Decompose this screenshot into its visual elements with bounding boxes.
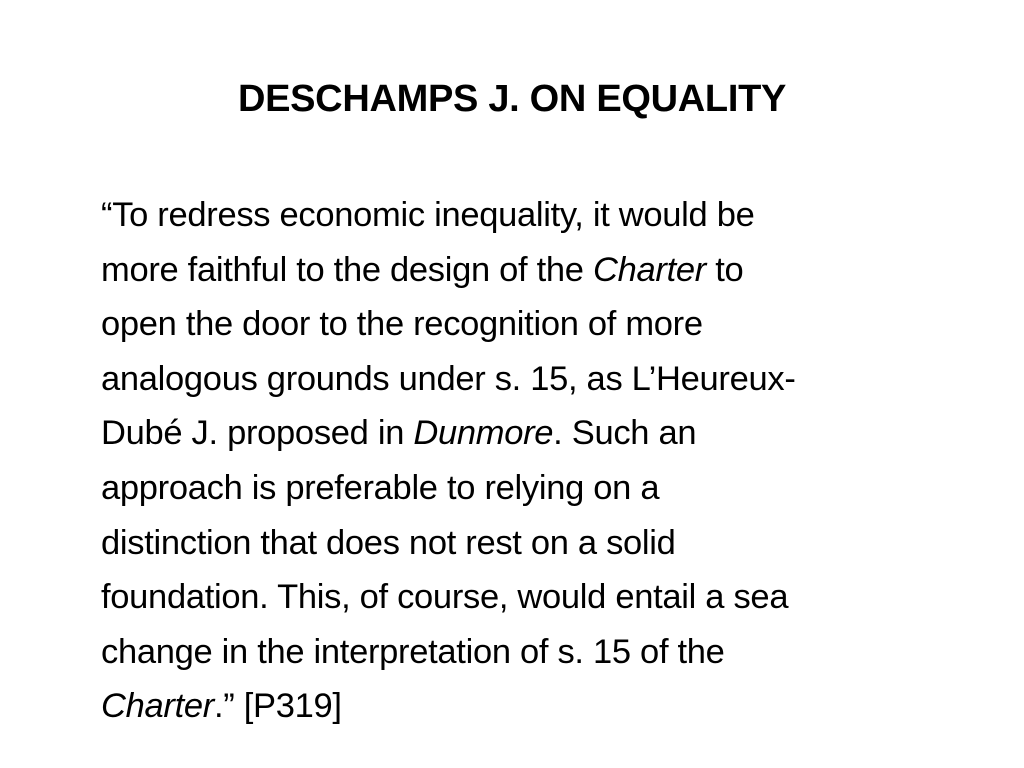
quote-line: [101, 243, 961, 298]
quote-line: [101, 297, 961, 352]
quote-text: “To redress economic inequality, it would be: [101, 196, 755, 234]
quote-line: [101, 625, 961, 680]
quote-line: [101, 516, 961, 571]
quote-text: . Such an: [553, 414, 697, 453]
quote-text: .” [P319]: [213, 687, 342, 726]
quote-text: Dubé J. proposed in: [101, 414, 414, 453]
quote-line: [101, 461, 961, 516]
quote-text: to: [705, 250, 744, 289]
quote-line: [101, 352, 961, 407]
quote-body: [101, 188, 961, 734]
quote-line: [101, 679, 961, 734]
quote-line: [101, 406, 961, 461]
quote-italic-text: Charter: [101, 687, 214, 726]
quote-text: more faithful to the design of the: [101, 250, 593, 289]
quote-text: open the door to the recognition of more: [101, 305, 703, 344]
quote-text: change in the interpretation of s. 15 of the: [101, 632, 725, 671]
quote-italic-text: Charter: [592, 250, 706, 289]
quote-italic-text: Dunmore: [413, 414, 554, 453]
quote-line: [101, 188, 961, 243]
quote-text: analogous grounds under s. 15, as L’Heureux-: [101, 359, 796, 398]
quote-text: distinction that does not rest on a solid: [101, 523, 676, 562]
quote-text: foundation. This, of course, would entail a sea: [101, 578, 789, 617]
quote-line: [101, 570, 961, 625]
quote-text: approach is preferable to relying on a: [101, 468, 660, 507]
slide-title: DESCHAMPS J. ON EQUALITY: [237, 78, 787, 120]
